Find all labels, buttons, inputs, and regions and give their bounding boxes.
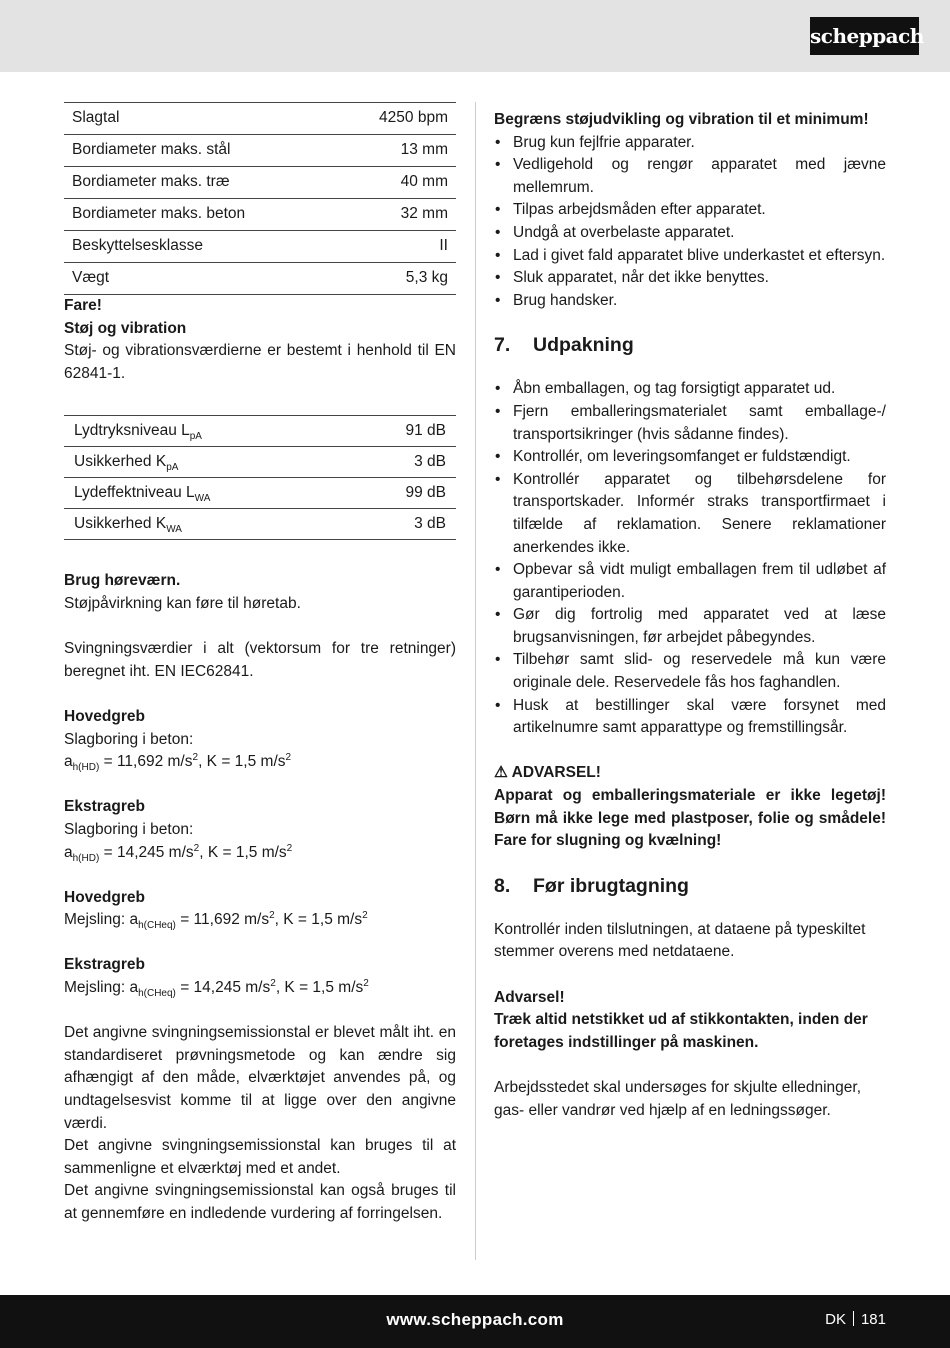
header-bar (0, 0, 950, 72)
vibration-total-text: Svingningsværdier i alt (vektorsum for tre retninger) beregnet iht. EN IEC62841. (64, 640, 456, 680)
spec-value: 13 mm (335, 135, 456, 167)
list-item: • Tilbehør samt slid- og reservedele må kun være originale dele. Reservedele fås hos faghandlen. (494, 649, 886, 694)
vibration-value: Mejsling: $a_{h(CHeq)} = 14,245$ $m/s^2$, K = 1,5 $m/s^2$ (64, 978, 369, 1000)
spec-label: Vægt (64, 263, 335, 295)
page-number: DK 181 (825, 1311, 886, 1328)
noise-text: Støj- og vibrationsværdierne er bestemt i henhold til EN 62841-1. (64, 342, 456, 382)
closing-paragraph: Det angivne svingningsemissionstal kan også bruges til at gennemføre en indledende vurdering af forringelsen. (64, 1182, 456, 1222)
vibration-value: $a_{h(HD)} = 14,245$ $m/s^2$, K = 1,5 $m/s^2$ (64, 842, 293, 864)
sound-value: 91 dB (347, 416, 456, 447)
table-row (64, 263, 456, 295)
spec-table (64, 102, 456, 295)
vibration-block (64, 954, 456, 999)
plug-warning-text: Træk altid netstikket ud af stikkontakten, inden der foretages indstillinger på maskinen. (494, 1011, 868, 1051)
spec-label: Bordiameter maks. stål (64, 135, 335, 167)
vibration-mode: Slagboring i beton: (64, 820, 194, 838)
hearing-text: Støjpåvirkning kan føre til høretab. (64, 594, 301, 612)
website-link[interactable]: www.scheppach.com (386, 1310, 564, 1329)
hearing-heading: Brug høreværn. (64, 572, 181, 590)
list-item: • Opbevar så vidt muligt emballagen frem til udløbet af garantiperioden. (494, 559, 886, 604)
table-row (64, 167, 456, 199)
vibration-block (64, 887, 456, 932)
right-column (494, 109, 886, 1122)
unpack-list (494, 378, 886, 740)
sound-label: Usikkerhed $K_{WA}$ (64, 509, 347, 540)
section-7-heading: 7. Udpakning (494, 334, 634, 357)
vibration-value: $a_{h(HD)} = 11,692$ $m/s^2$, K = 1,5 $m/s^2$ (64, 752, 292, 774)
check-text: Kontrollér inden tilslutningen, at dataene på typeskiltet stemmer overens med netdataene. (494, 920, 866, 961)
sound-table (64, 415, 456, 540)
vibration-block (64, 796, 456, 864)
list-item: • Kontrollér, om leveringsomfanget er fuldstændigt. (494, 446, 886, 469)
spec-value: 40 mm (335, 167, 456, 199)
advarsel-label: Advarsel! (494, 988, 565, 1006)
sound-label: Lydeffektniveau $L_{WA}$ (64, 478, 347, 509)
warning-text: Apparat og emballeringsmateriale er ikke legetøj! Børn må ikke lege med plastposer, folie og smådele! Fare for slugning og kvælning! (494, 787, 886, 850)
list-item: • Vedligehold og rengør apparatet med jævne mellemrum. (494, 154, 886, 199)
footer-bar (0, 1295, 950, 1348)
limit-list (494, 132, 886, 313)
column-divider (475, 102, 476, 1260)
list-item: • Sluk apparatet, når det ikke benyttes. (494, 267, 886, 290)
worksite-text: Arbejdsstedet skal undersøges for skjulte elledninger, gas- eller vandrør ved hjælp af en ledningssøger. (494, 1078, 862, 1119)
sound-label: Lydtryksniveau $L_{pA}$ (64, 416, 347, 447)
warning-heading: ⚠ ADVARSEL! (494, 764, 601, 782)
list-item: • Undgå at overbelaste apparatet. (494, 222, 886, 245)
sound-value: 99 dB (347, 478, 456, 509)
spec-value: 5,3 kg (335, 263, 456, 295)
limit-heading: Begræns støjudvikling og vibration til et minimum! (494, 111, 869, 128)
spec-label: Beskyttelsesklasse (64, 231, 335, 263)
list-item: • Fjern emballeringsmaterialet samt emballage-/ transportsikringer (hvis sådanne findes). (494, 401, 886, 446)
spec-value: 32 mm (335, 199, 456, 231)
table-row (64, 416, 456, 447)
vibration-block (64, 706, 456, 774)
spec-value: II (335, 231, 456, 263)
closing-paragraph: Det angivne svingningsemissionstal kan bruges til at sammenligne et elværktøj med et andet. (64, 1137, 456, 1177)
table-row (64, 447, 456, 478)
list-item: • Lad i givet fald apparatet blive underkastet et eftersyn. (494, 245, 886, 268)
warning-triangle-icon: ⚠ (494, 764, 508, 782)
list-item: • Åbn emballagen, og tag forsigtigt apparatet ud. (494, 378, 886, 401)
section-8-heading: 8. Før ibrugtagning (494, 874, 689, 897)
list-item: • Husk at bestillinger skal være forsynet med artikelnumre samt apparattype og fremstillingsår. (494, 695, 886, 740)
sound-value: 3 dB (347, 509, 456, 540)
closing-paragraph: Det angivne svingningsemissionstal er blevet målt iht. en standardiseret prøvningsmetode og kan ændre sig afhængigt af den måde, elværktøjet anvendes på, og undtagelsesvist komme til at ligge over den angivne værdi. (64, 1024, 456, 1132)
vibration-value: Mejsling: $a_{h(CHeq)} = 11,692$ $m/s^2$, K = 1,5 $m/s^2$ (64, 910, 368, 932)
vibration-heading: Hovedgreb (64, 888, 145, 906)
list-item: • Brug kun fejlfrie apparater. (494, 132, 886, 155)
table-row (64, 478, 456, 509)
vibration-heading: Ekstragreb (64, 956, 145, 974)
sound-value: 3 dB (347, 447, 456, 478)
list-item: • Tilpas arbejdsmåden efter apparatet. (494, 199, 886, 222)
vibration-heading: Hovedgreb (64, 707, 145, 725)
table-row (64, 231, 456, 263)
spec-label: Bordiameter maks. træ (64, 167, 335, 199)
danger-label: Fare! (64, 297, 102, 314)
table-row (64, 199, 456, 231)
table-row (64, 103, 456, 135)
separator (853, 1311, 854, 1326)
vibration-mode: Slagboring i beton: (64, 730, 194, 748)
list-item: • Gør dig fortrolig med apparatet ved at læse brugsanvisningen, før arbejdet påbegyndes. (494, 604, 886, 649)
vibration-heading: Ekstragreb (64, 798, 145, 816)
left-column (64, 102, 456, 1226)
table-row (64, 509, 456, 540)
table-row (64, 135, 456, 167)
spec-value: 4250 bpm (335, 103, 456, 135)
list-item: • Brug handsker. (494, 290, 886, 313)
list-item: • Kontrollér apparatet og tilbehørsdelene for transportskader. Informér straks transportfirmaet i tilfælde af reklamation. Senere reklamationer anerkendes ikke. (494, 469, 886, 559)
sound-label: Usikkerhed $K_{pA}$ (64, 447, 347, 478)
spec-label: Bordiameter maks. beton (64, 199, 335, 231)
spec-label: Slagtal (64, 103, 335, 135)
noise-heading: Støj og vibration (64, 319, 187, 337)
scheppach-logo: scheppach (810, 17, 919, 55)
